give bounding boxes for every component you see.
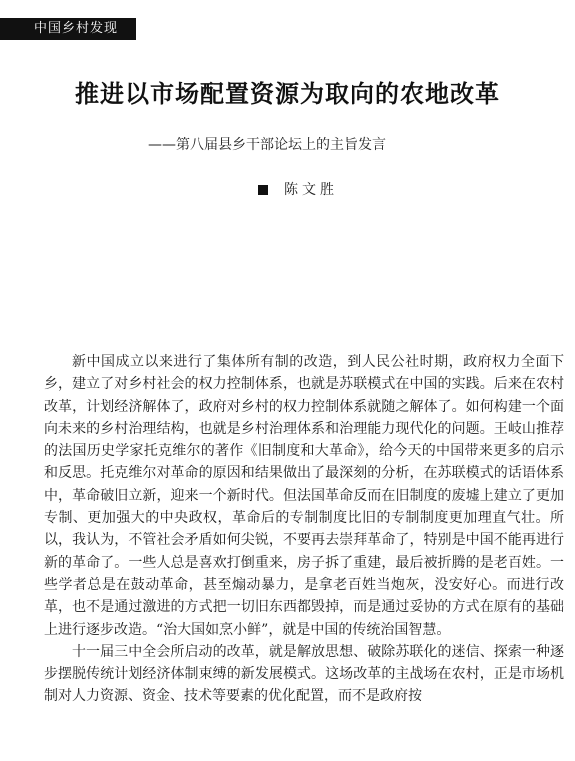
author-name: 陈文胜 [284, 182, 338, 198]
article-subtitle: ——第八届县乡干部论坛上的主旨发言 [148, 137, 386, 153]
column-tag: 中国乡村发现 [0, 18, 136, 40]
body-paragraph: 十一届三中全会所启动的改革，就是解放思想、破除苏联化的迷信、探索一种逐步摆脱传统计划经济体制束缚的新发展模式。这场改革的主战场在农村，正是市场机制对人力资源、资金、技术等要素的优化配置，而不是政府按 [44, 643, 564, 705]
article-body [44, 351, 564, 708]
author-line [258, 180, 338, 200]
square-bullet-icon [258, 185, 268, 195]
article-title: 推进以市场配置资源为取向的农地改革 [75, 80, 500, 108]
body-paragraph: 新中国成立以来进行了集体所有制的改造，到人民公社时期，政府权力全面下乡，建立了对乡村社会的权力控制体系，也就是苏联模式在中国的实践。后来在农村改革，计划经济解体了，政府对乡村的权力控制体系就随之解体了。如何构建一个面向未来的乡村治理结构，也就是乡村治理体系和治理能力现代化的问题。王岐山推荐的法国历史学家托克维尔的著作《旧制度和大革命》，给今天的中国带来更多的启示和反思。托克维尔对革命的原因和结果做出了最深刻的分析，在苏联模式的话语体系中，革命破旧立新，迎来一个新时代。但法国革命反而在旧制度的废墟上建立了更加专制、更加强大的中央政权，革命后的专制制度比旧的专制制度更加理直气壮。所以，我认为，不管社会矛盾如何尖锐，不要再去崇拜革命了，特别是中国不能再进行新的革命了。一些人总是喜欢打倒重来，房子拆了重建，最后被折腾的是老百姓。一些学者总是在鼓动革命，甚至煽动暴力，是拿老百姓当炮灰，没安好心。而进行改革，也不是通过激进的方式把一切旧东西都毁掉，而是通过妥协的方式在原有的基础上进行逐步改造。“治大国如烹小鲜”，就是中国的传统治国智慧。 [44, 354, 564, 638]
